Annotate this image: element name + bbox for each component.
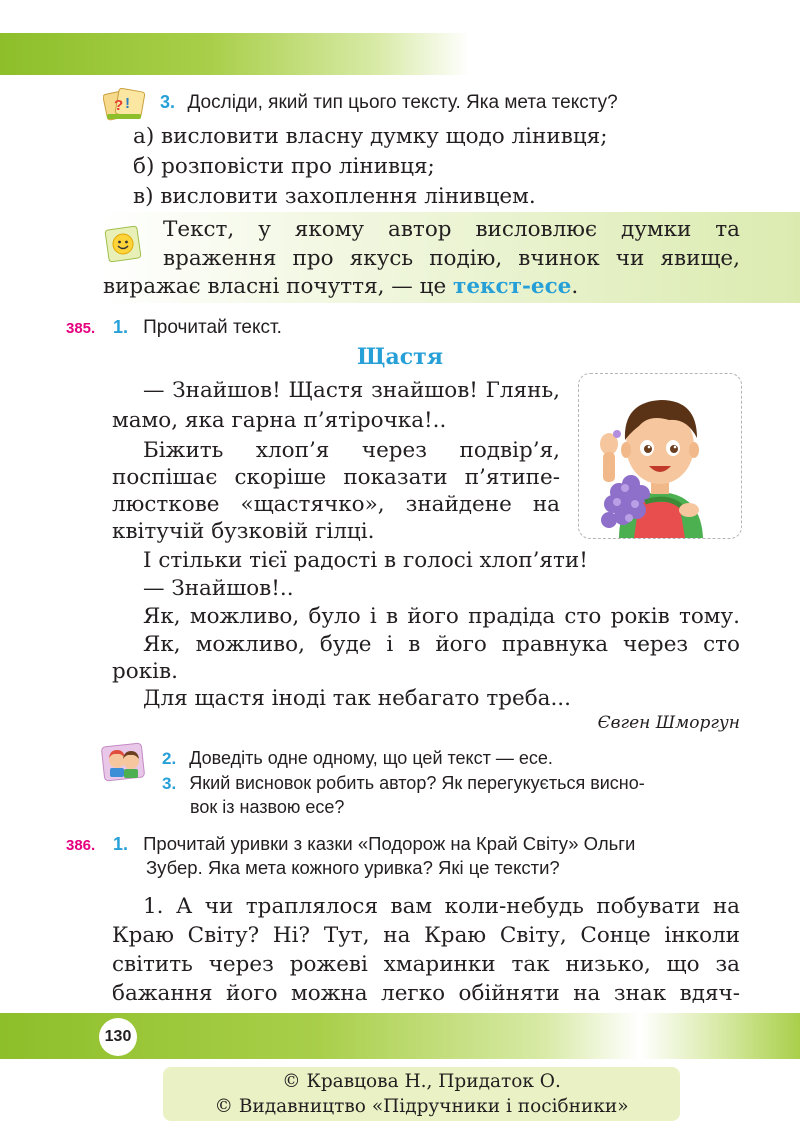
task-text: Досліди, який тип цього тексту. Яка мета тексту? <box>187 92 618 113</box>
task-number: 2. <box>162 749 177 768</box>
task-text: Який висновок робить автор? Як перегукується висно- <box>189 773 645 793</box>
story-author: Євген Шморгун <box>597 713 740 733</box>
story-line-9: Як, можливо, було і в його прадіда сто років тому. <box>143 604 740 629</box>
term-highlight: текст-есе <box>453 274 572 299</box>
story-line-4: поспішає скоріше показати п’ятипе- <box>112 465 560 490</box>
copyright-box <box>163 1067 680 1121</box>
rule-line-2: враження про якусь подію, вчинок чи явище, <box>163 246 740 271</box>
story-line-6: квітучій бузковій гілці. <box>112 519 375 544</box>
exercise-385-task-3 <box>162 773 645 794</box>
kids-pair-icon <box>100 742 148 782</box>
story-line-2: мамо, яка гарна п’ятірочка!.. <box>112 408 447 433</box>
story-line-8: — Знайшов!.. <box>143 576 294 601</box>
svg-text:!: ! <box>125 95 130 112</box>
fragment-line-1: 1. А чи траплялося вам коли-небудь побувати на <box>143 894 740 919</box>
exercise-number: 386. <box>66 837 96 854</box>
task-text: Прочитай уривки з казки «Подорож на Край Світу» Ольги <box>143 833 636 854</box>
task-text: Прочитай текст. <box>143 317 282 338</box>
fragment-line-2: Краю Світу? Ні? Тут, на Краю Світу, Сонце інколи <box>112 923 740 948</box>
exercise-385-header <box>66 318 95 337</box>
smiley-note-icon <box>103 224 143 264</box>
task-text: Доведіть одне одному, що цей текст — есе. <box>189 748 553 768</box>
top-green-band <box>0 33 470 75</box>
story-title: Щастя <box>357 344 443 370</box>
fragment-line-3: світить через рожеві хмаринки так низько, що за <box>112 952 740 977</box>
task-number: 1. <box>113 834 129 854</box>
option-b: б) розповісти про лінивця; <box>133 154 435 179</box>
option-c: в) висловити захоплення лінивцем. <box>133 184 536 209</box>
exercise-385-task-3-cont: вок із назвою есе? <box>190 797 345 817</box>
story-line-10: Як, можливо, буде і в його правнука через сто <box>143 632 740 657</box>
task-number: 1. <box>113 317 129 337</box>
exercise-386-header <box>66 835 95 854</box>
rule-line-1: Текст, у якому автор висловлює думки та <box>163 217 740 242</box>
story-line-3: Біжить хлоп’я через подвір’я, <box>143 438 560 463</box>
boy-with-lilac-illustration <box>578 373 742 539</box>
fragment-line-4: бажання його можна легко обійняти на знак вдяч- <box>112 981 740 1006</box>
page-number: 130 <box>99 1018 137 1056</box>
task-number: 3. <box>162 774 177 793</box>
question-cards-icon <box>103 86 147 122</box>
task-3-line <box>160 92 618 114</box>
exercise-385-task-2 <box>162 748 553 769</box>
story-line-11: років. <box>112 659 178 684</box>
copyright-line-1: © Кравцова Н., Придаток О. <box>282 1071 561 1092</box>
copyright-line-2: © Видавництво «Підручники і посібники» <box>214 1096 629 1117</box>
story-line-1: — Знайшов! Щастя знайшов! Глянь, <box>143 378 560 403</box>
exercise-number: 385. <box>66 320 96 337</box>
story-line-5: люсткове «щастячко», знайдене на <box>112 492 560 517</box>
task-number: 3. <box>160 92 176 112</box>
option-a: а) висловити власну думку щодо лінивця; <box>133 124 608 149</box>
svg-text:?: ? <box>114 97 124 114</box>
story-line-12: Для щастя іноді так небагато треба... <box>143 686 571 711</box>
exercise-386-task-1 <box>113 833 635 855</box>
story-line-7: І стільки тієї радості в голосі хлоп’яти! <box>143 548 588 573</box>
exercise-385-task-1 <box>113 317 282 339</box>
exercise-386-task-1-cont: Зубер. Яка мета кожного уривка? Які це тексти? <box>146 857 560 878</box>
rule-line-3: виражає власні почуття, — це текст-есе. <box>103 274 579 299</box>
